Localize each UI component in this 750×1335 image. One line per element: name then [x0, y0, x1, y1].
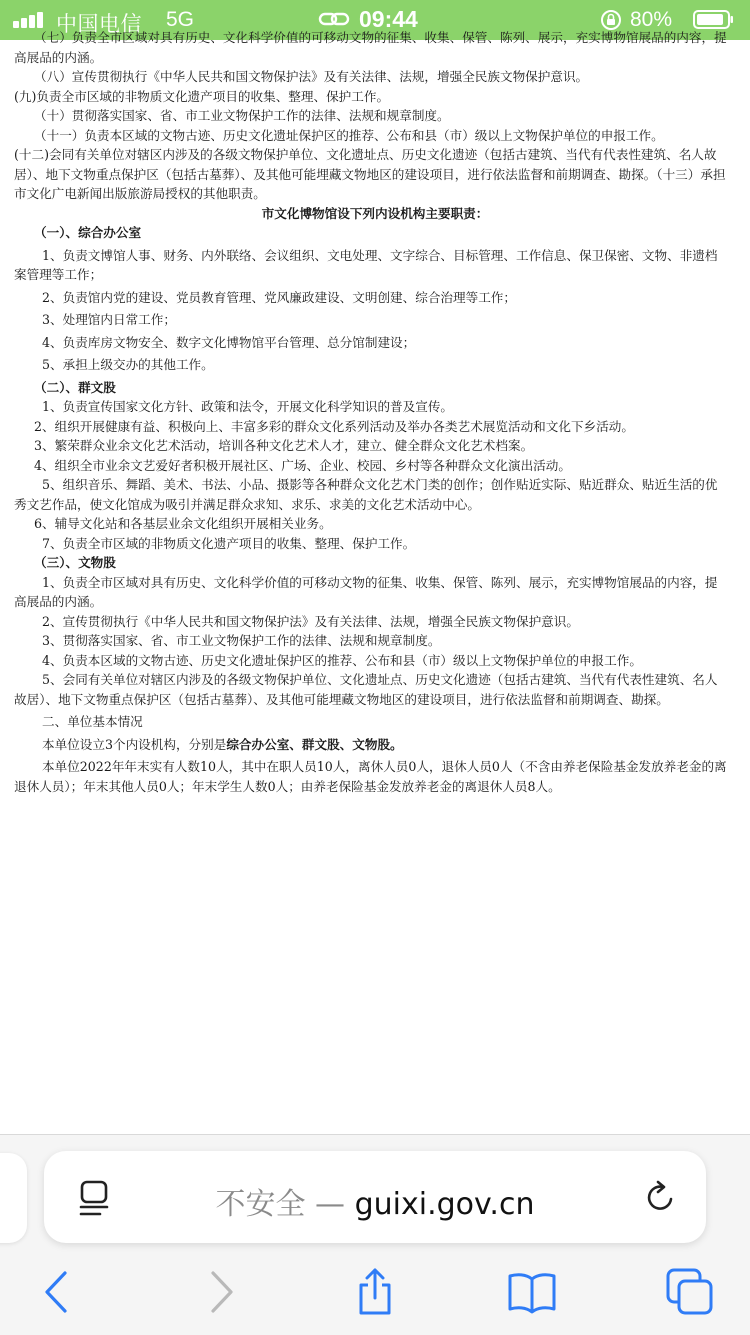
url-domain: guixi.gov.cn [354, 1187, 535, 1222]
tabs-button[interactable] [665, 1267, 715, 1317]
text-line: 4、负责本区域的文物古迹、历史文化遗址保护区的推荐、公布和县（市）级以上文物保护单位的申报工作。 [42, 652, 642, 668]
staff-info-paragraph: 本单位2022年年末实有人数10人，其中在职人员10人，离休人员0人，退休人员0人（不含由养老保险基金发放养老金的离退休人员）；年末其他人员0人；年末学生人数0人；由养老保险基金发放养老金的离退休人员8人。 [14, 759, 727, 794]
reload-icon[interactable] [644, 1179, 678, 1215]
bookmarks-button[interactable] [507, 1267, 557, 1317]
chevron-left-icon [33, 1267, 83, 1317]
text-line: (十二)会同有关单位对辖区内涉及的各级文物保护单位、文化遗址点、历史文化遗迹（包括古建筑、当代有代表性建筑、名人故居）、地下文物重点保护区（包括古墓葬）、及其他可能埋藏文物地区的建设项目，进行依法监督和前期调查、勘探。（十三）承担市文化广电新闻出版旅游局授权的其他职责。 [14, 147, 726, 201]
text-line: 2、负责馆内党的建设、党员教育管理、党风廉政建设、文明创建、综合治理等工作； [42, 289, 516, 305]
basic-info-paragraph [0, 735, 750, 755]
previous-tab-peek[interactable] [0, 1153, 27, 1243]
text-line: 5、承担上级交办的其他工作。 [42, 357, 214, 372]
subsection-heading: （二）、群文股 [34, 379, 116, 395]
text-line: 5、会同有关单位对辖区内涉及的各级文物保护单位、文化遗址点、历史文化遗迹（包括古建筑、当代有代表性建筑、名人故居）、地下文物重点保护区（包括古墓葬）、及其他可能埋藏文物地区的建设项目，进行依法监督和前期调查、勘探。 [14, 672, 718, 707]
document-content [0, 28, 750, 1138]
text-line: 2、宣传贯彻执行《中华人民共和国文物保护法》及有关法律、法规，增强全民族文物保护意识。 [42, 613, 579, 629]
text-line: 2、组织开展健康有益、积极向上、丰富多彩的群众文化系列活动及举办各类艺术展览活动和文化下乡活动。 [34, 418, 634, 434]
text-line: （七）负责全市区域对具有历史、文化科学价值的可移动文物的征集、收集、保管、陈列、展示，充实博物馆展品的内容，提高展品的内涵。 [14, 30, 727, 65]
url-display[interactable] [44, 1179, 706, 1223]
subsection-heading: （一）、综合办公室 [34, 225, 142, 240]
subsection-heading: （三）、文物股 [34, 555, 116, 570]
carrier-name: 中国电信 [56, 13, 142, 36]
url-separator: — [305, 1187, 355, 1222]
text-line: 1、负责全市区域对具有历史、文化科学价值的可移动文物的征集、收集、保管、陈列、展示，充实博物馆展品的内容，提高展品的内涵。 [14, 574, 718, 609]
text-line: （八）宣传贯彻执行《中华人民共和国文物保护法》及有关法律、法规，增强全民族文物保护意识。 [34, 69, 589, 84]
text-line: 3、贯彻落实国家、省、市工业文物保护工作的法律、法规和规章制度。 [42, 633, 441, 648]
address-bar[interactable] [44, 1151, 706, 1243]
back-button[interactable] [33, 1267, 83, 1317]
browser-toolbar [0, 1134, 750, 1335]
text-line: 5、组织音乐、舞蹈、美术、书法、小品、摄影等各种群众文化艺术门类的创作；创作贴近实际、贴近群众、贴近生活的优秀文艺作品，使文化馆成为吸引并满足群众求知、求乐、求美的文化艺术活动中心。 [14, 477, 718, 512]
share-icon [350, 1267, 400, 1317]
text-line: 1、负责宣传国家文化方针、政策和法令，开展文化科学知识的普及宣传。 [42, 399, 454, 414]
text-line: 6、辅导文化站和各基层业余文化组织开展相关业务。 [34, 516, 332, 531]
text-line: 1、负责文博馆人事、财务、内外联络、会议组织、文电处理、文字综合、目标管理、工作信息、保卫保密、文物、非遗档案管理等工作； [14, 247, 718, 282]
text-line: 3、繁荣群众业余文化艺术活动，培训各种文化艺术人才，建立、健全群众文化艺术档案。 [34, 438, 534, 453]
insecure-label: 不安全 [215, 1187, 306, 1222]
share-button[interactable] [350, 1267, 400, 1317]
forward-button[interactable] [195, 1267, 245, 1317]
text-line: 4、组织全市业余文艺爱好者积极开展社区、广场、企业、校园、乡村等各种群众文化演出活动。 [34, 457, 571, 473]
text-line: 3、处理馆内日常工作； [42, 312, 176, 327]
text-line: 7、负责全市区域的非物质文化遗产项目的收集、整理、保护工作。 [42, 535, 416, 551]
text-line: （十）贯彻落实国家、省、市工业文物保护工作的法律、法规和规章制度。 [34, 108, 450, 123]
book-icon [507, 1267, 557, 1317]
text-line: (九)负责全市区域的非物质文化遗产项目的收集、整理、保护工作。 [14, 88, 390, 104]
clock: 09:44 [359, 6, 418, 32]
text-line: （十一）负责本区域的文物古迹、历史文化遗址保护区的推荐、公布和县（市）级以上文物保护单位的申报工作。 [34, 127, 664, 143]
text-line: 4、负责库房文物安全、数字文化博物馆平台管理、总分馆制建设； [42, 334, 416, 350]
network-type: 5G [166, 8, 195, 31]
section-heading: 市文化博物馆设下列内设机构主要职责： [261, 205, 489, 221]
signal-strength-icon [13, 10, 49, 28]
battery-icon [693, 10, 734, 29]
text-line: 二、单位基本情况 [42, 714, 143, 729]
chevron-right-icon [195, 1267, 245, 1317]
basic-info-prefix: 本单位设立3个内设机构，分别是 [42, 736, 227, 752]
tabs-icon [665, 1267, 715, 1317]
basic-info-bold: 综合办公室、群文股、文物股。 [226, 736, 403, 752]
link-icon [318, 9, 350, 29]
battery-percentage: 80% [630, 8, 673, 31]
